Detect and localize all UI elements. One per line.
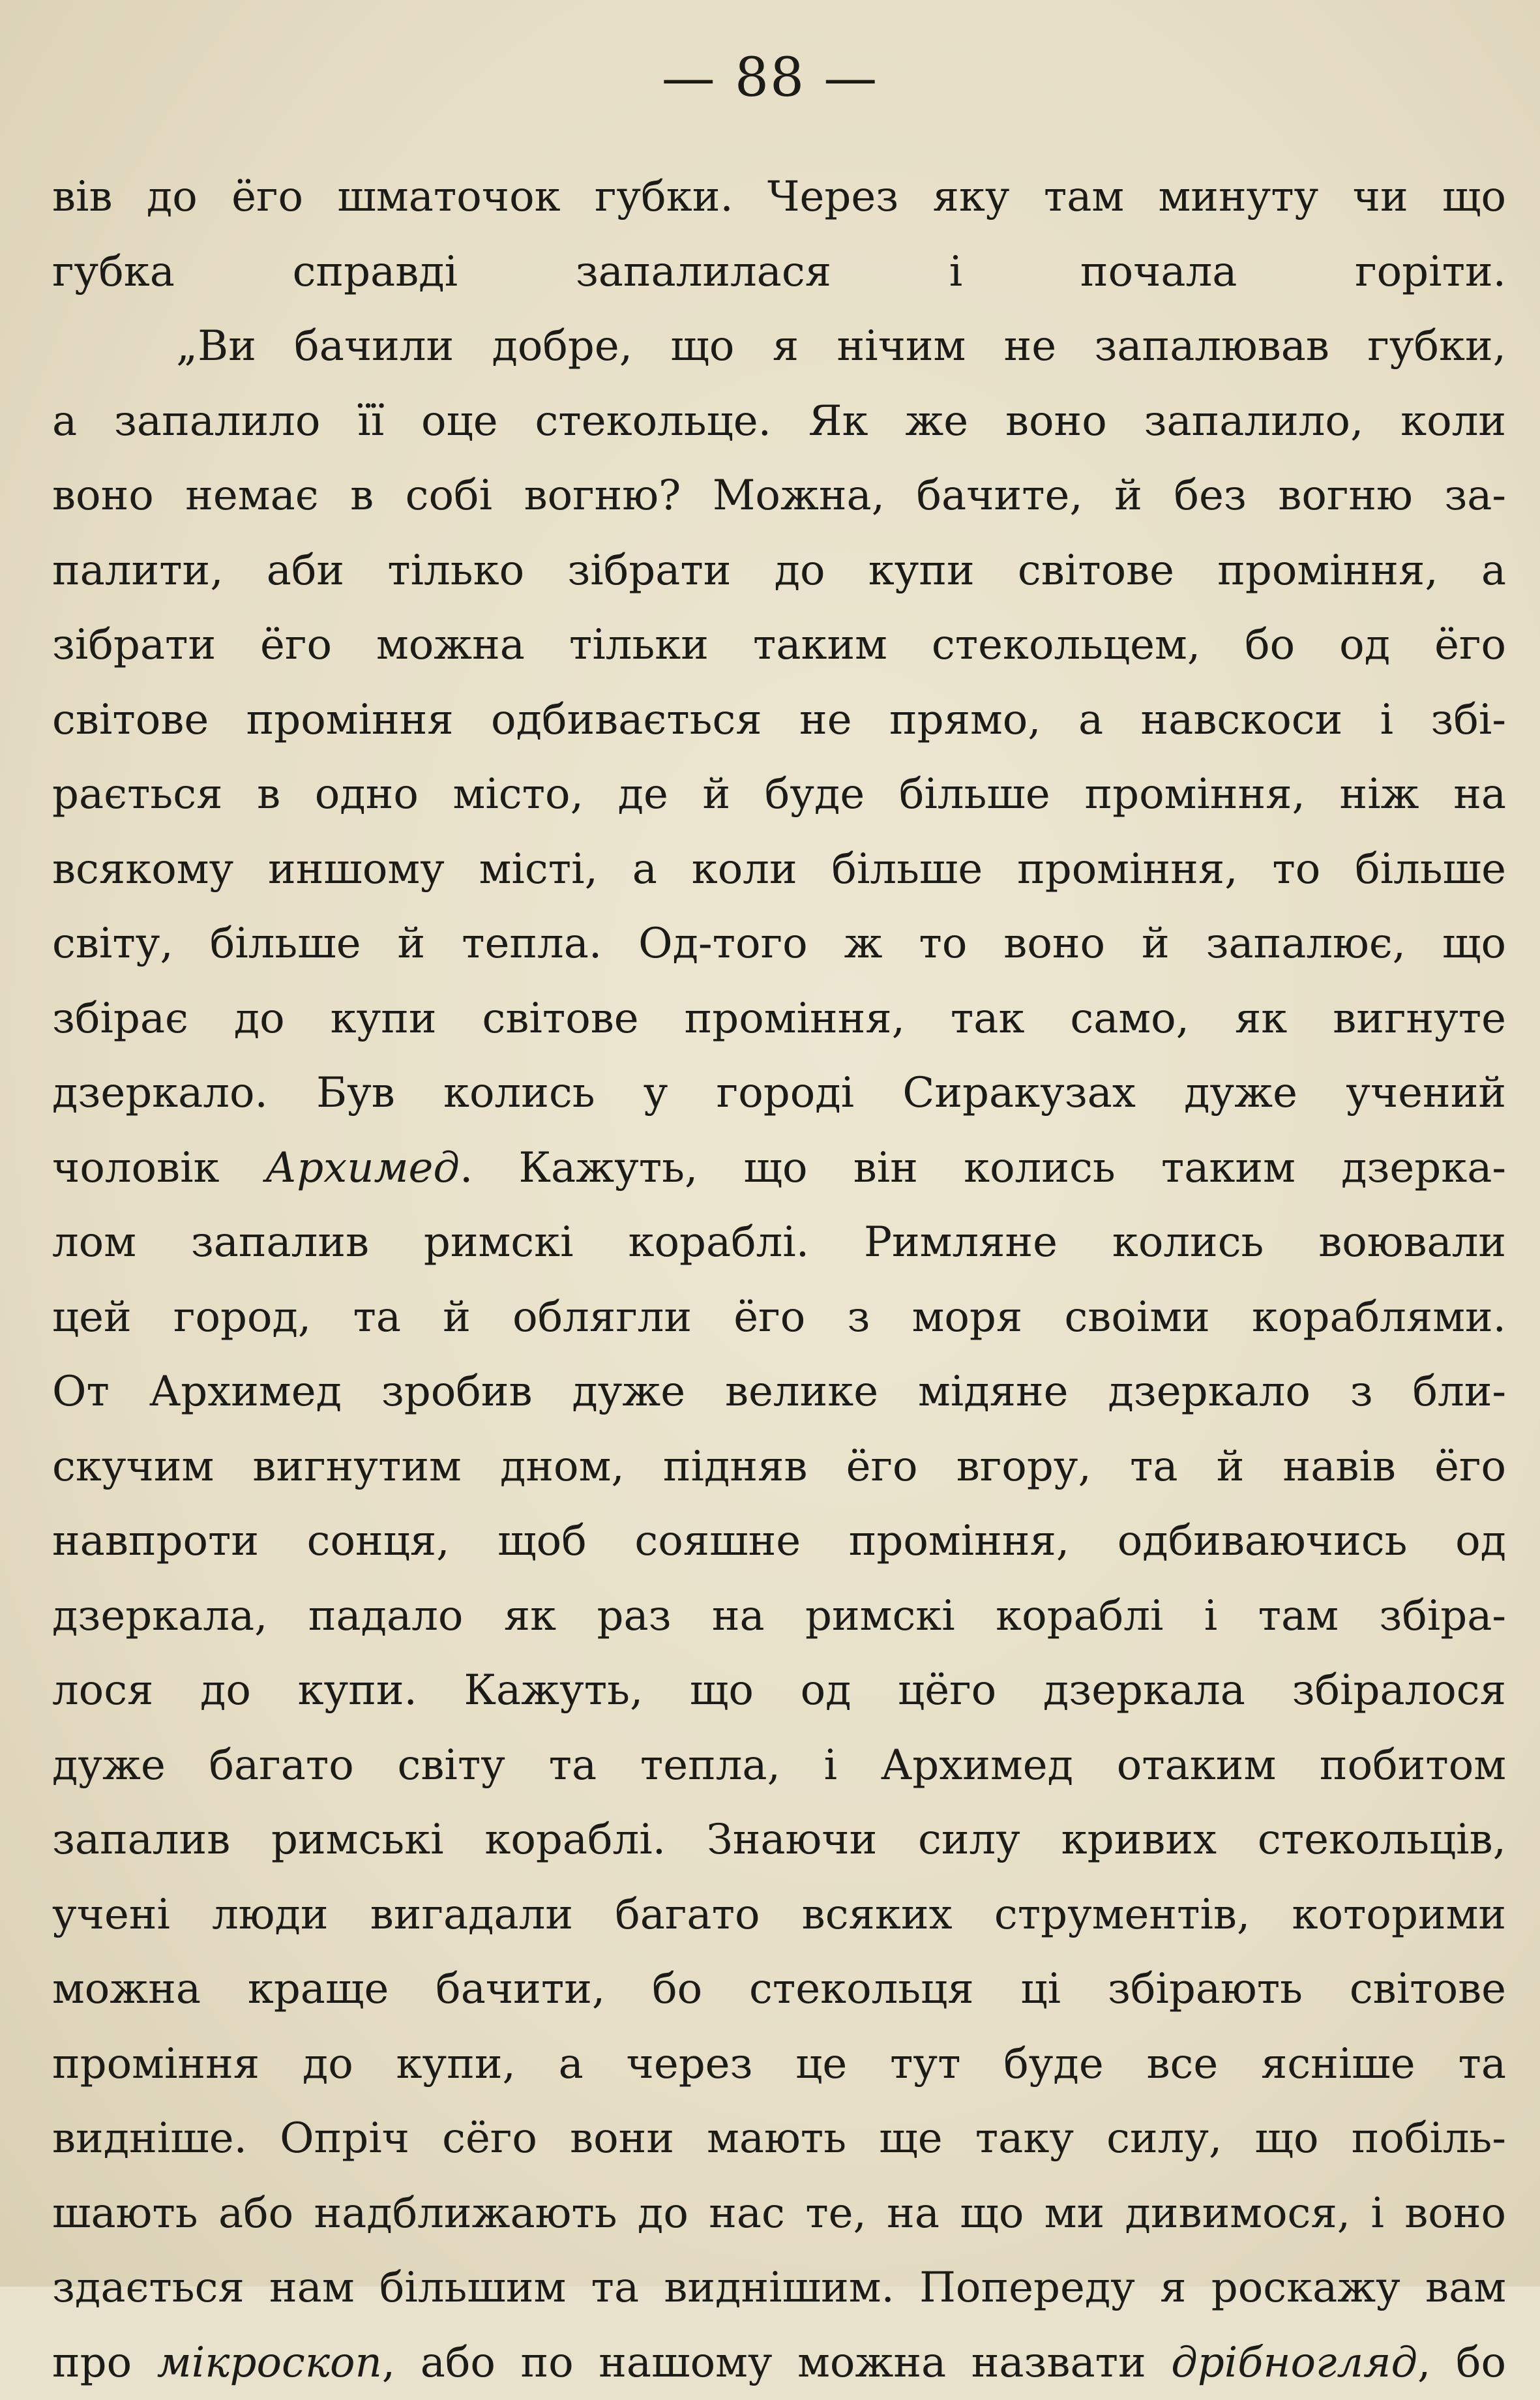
line-text: шають або надближають до нас те, на що ми дивимося, і воно <box>52 2189 1506 2238</box>
line-text: про <box>52 2339 157 2387</box>
text-line <box>52 384 1506 459</box>
text-line <box>52 533 1506 608</box>
text-line <box>52 608 1506 683</box>
body-text <box>52 160 1506 2400</box>
line-text: лом запалив римскі кораблі. Римляне колись воювали <box>52 1218 1506 1267</box>
text-line <box>52 1579 1506 1654</box>
text-line <box>52 1205 1506 1280</box>
text-line <box>52 1056 1506 1131</box>
line-text: дуже багато світу та тепла, і Архимед отаким побитом <box>52 1741 1506 1790</box>
text-line <box>52 309 1506 384</box>
line-text: всякому иншому місті, а коли більше проміння, то більше <box>52 845 1506 893</box>
text-line <box>52 1430 1506 1505</box>
line-text: а запалило її оце стекольце. Як же воно запалило, коли <box>52 397 1506 445</box>
line-text: проміння до купи, а через це тут буде все ясніше та <box>52 2040 1506 2088</box>
italic-term: мікроскоп <box>157 2339 382 2387</box>
page-number: — 88 — <box>0 46 1540 111</box>
text-line <box>52 1952 1506 2027</box>
text-line <box>52 1803 1506 1878</box>
text-line <box>52 1728 1506 1803</box>
line-text: От Архимед зробив дуже велике мідяне дзеркало з бли- <box>52 1368 1506 1416</box>
line-text: дзеркало. Був колись у городі Сиракузах дуже учений <box>52 1069 1506 1117</box>
line-text: рається в одно місто, де й буде більше проміння, ніж на <box>52 770 1506 818</box>
text-line <box>52 1504 1506 1579</box>
line-text: воно немає в собі вогню? Можна, бачите, й без вогню за- <box>52 472 1506 520</box>
line-text: „Ви бачили добре, що я нічим не запалював губки, <box>176 322 1506 370</box>
line-text: зібрати ёго можна тільки таким стекольцем, бо од ёго <box>52 621 1506 669</box>
line-text: видніше. Опріч сёго вони мають ще таку силу, що побіль- <box>52 2114 1506 2163</box>
text-line <box>52 235 1506 310</box>
line-text: учені люди вигадали багато всяких струментів, которими <box>52 1891 1506 1939</box>
text-line <box>52 1131 1506 1206</box>
line-text: світове проміння одбивається не прямо, а навскоси і збі- <box>52 696 1506 744</box>
text-line <box>52 757 1506 832</box>
text-line <box>52 1280 1506 1355</box>
text-line <box>52 160 1506 235</box>
text-line <box>52 1355 1506 1430</box>
line-text: палити, аби тілько зібрати до купи світове проміння, а <box>52 547 1506 595</box>
line-text: здається нам більшим та виднішим. Попереду я роскажу вам <box>52 2264 1506 2312</box>
text-line <box>52 907 1506 982</box>
text-line <box>52 1878 1506 1953</box>
line-text: світу, більше й тепла. Од-того ж то воно й запалює, що <box>52 920 1506 968</box>
italic-term: Архимед <box>265 1144 460 1192</box>
text-line <box>52 1653 1506 1728</box>
line-text: , бо <box>1417 2339 1506 2387</box>
text-line <box>52 2251 1506 2326</box>
line-text: дзеркала, падало як раз на римскі кораблі і там збіра- <box>52 1592 1506 1640</box>
text-line <box>52 2176 1506 2251</box>
line-text: скучим вигнутим дном, підняв ёго вгору, та й навів ёго <box>52 1443 1506 1491</box>
text-line <box>52 982 1506 1057</box>
line-text: губка справді запалилася і почала горіти. <box>52 248 1506 296</box>
line-text: лося до купи. Кажуть, що од цёго дзеркала збіралося <box>52 1666 1506 1715</box>
text-line <box>52 2326 1506 2400</box>
text-line <box>52 2101 1506 2176</box>
line-text: цей город, та й облягли ёго з моря своіми кораблями. <box>52 1293 1506 1342</box>
text-line <box>52 458 1506 533</box>
line-text: вів до ёго шматочок губки. Через яку там минуту чи що <box>52 173 1506 221</box>
line-text: збірає до купи світове проміння, так само, як вигнуте <box>52 995 1506 1043</box>
line-text: можна краще бачити, бо стекольця ці збірають світове <box>52 1965 1506 2013</box>
line-text: запалив римські кораблі. Знаючи силу кривих стекольців, <box>52 1816 1506 1864</box>
text-line <box>52 2027 1506 2102</box>
text-line <box>52 683 1506 758</box>
text-line <box>52 832 1506 907</box>
line-text: навпроти сонця, щоб сояшне проміння, одбиваючись од <box>52 1517 1506 1565</box>
line-text: , або по нашому можна назвати <box>382 2339 1171 2387</box>
italic-term: дрібногляд <box>1171 2339 1417 2387</box>
line-text: чоловік <box>52 1144 265 1192</box>
line-text: . Кажуть, що він колись таким дзерка- <box>460 1144 1506 1192</box>
